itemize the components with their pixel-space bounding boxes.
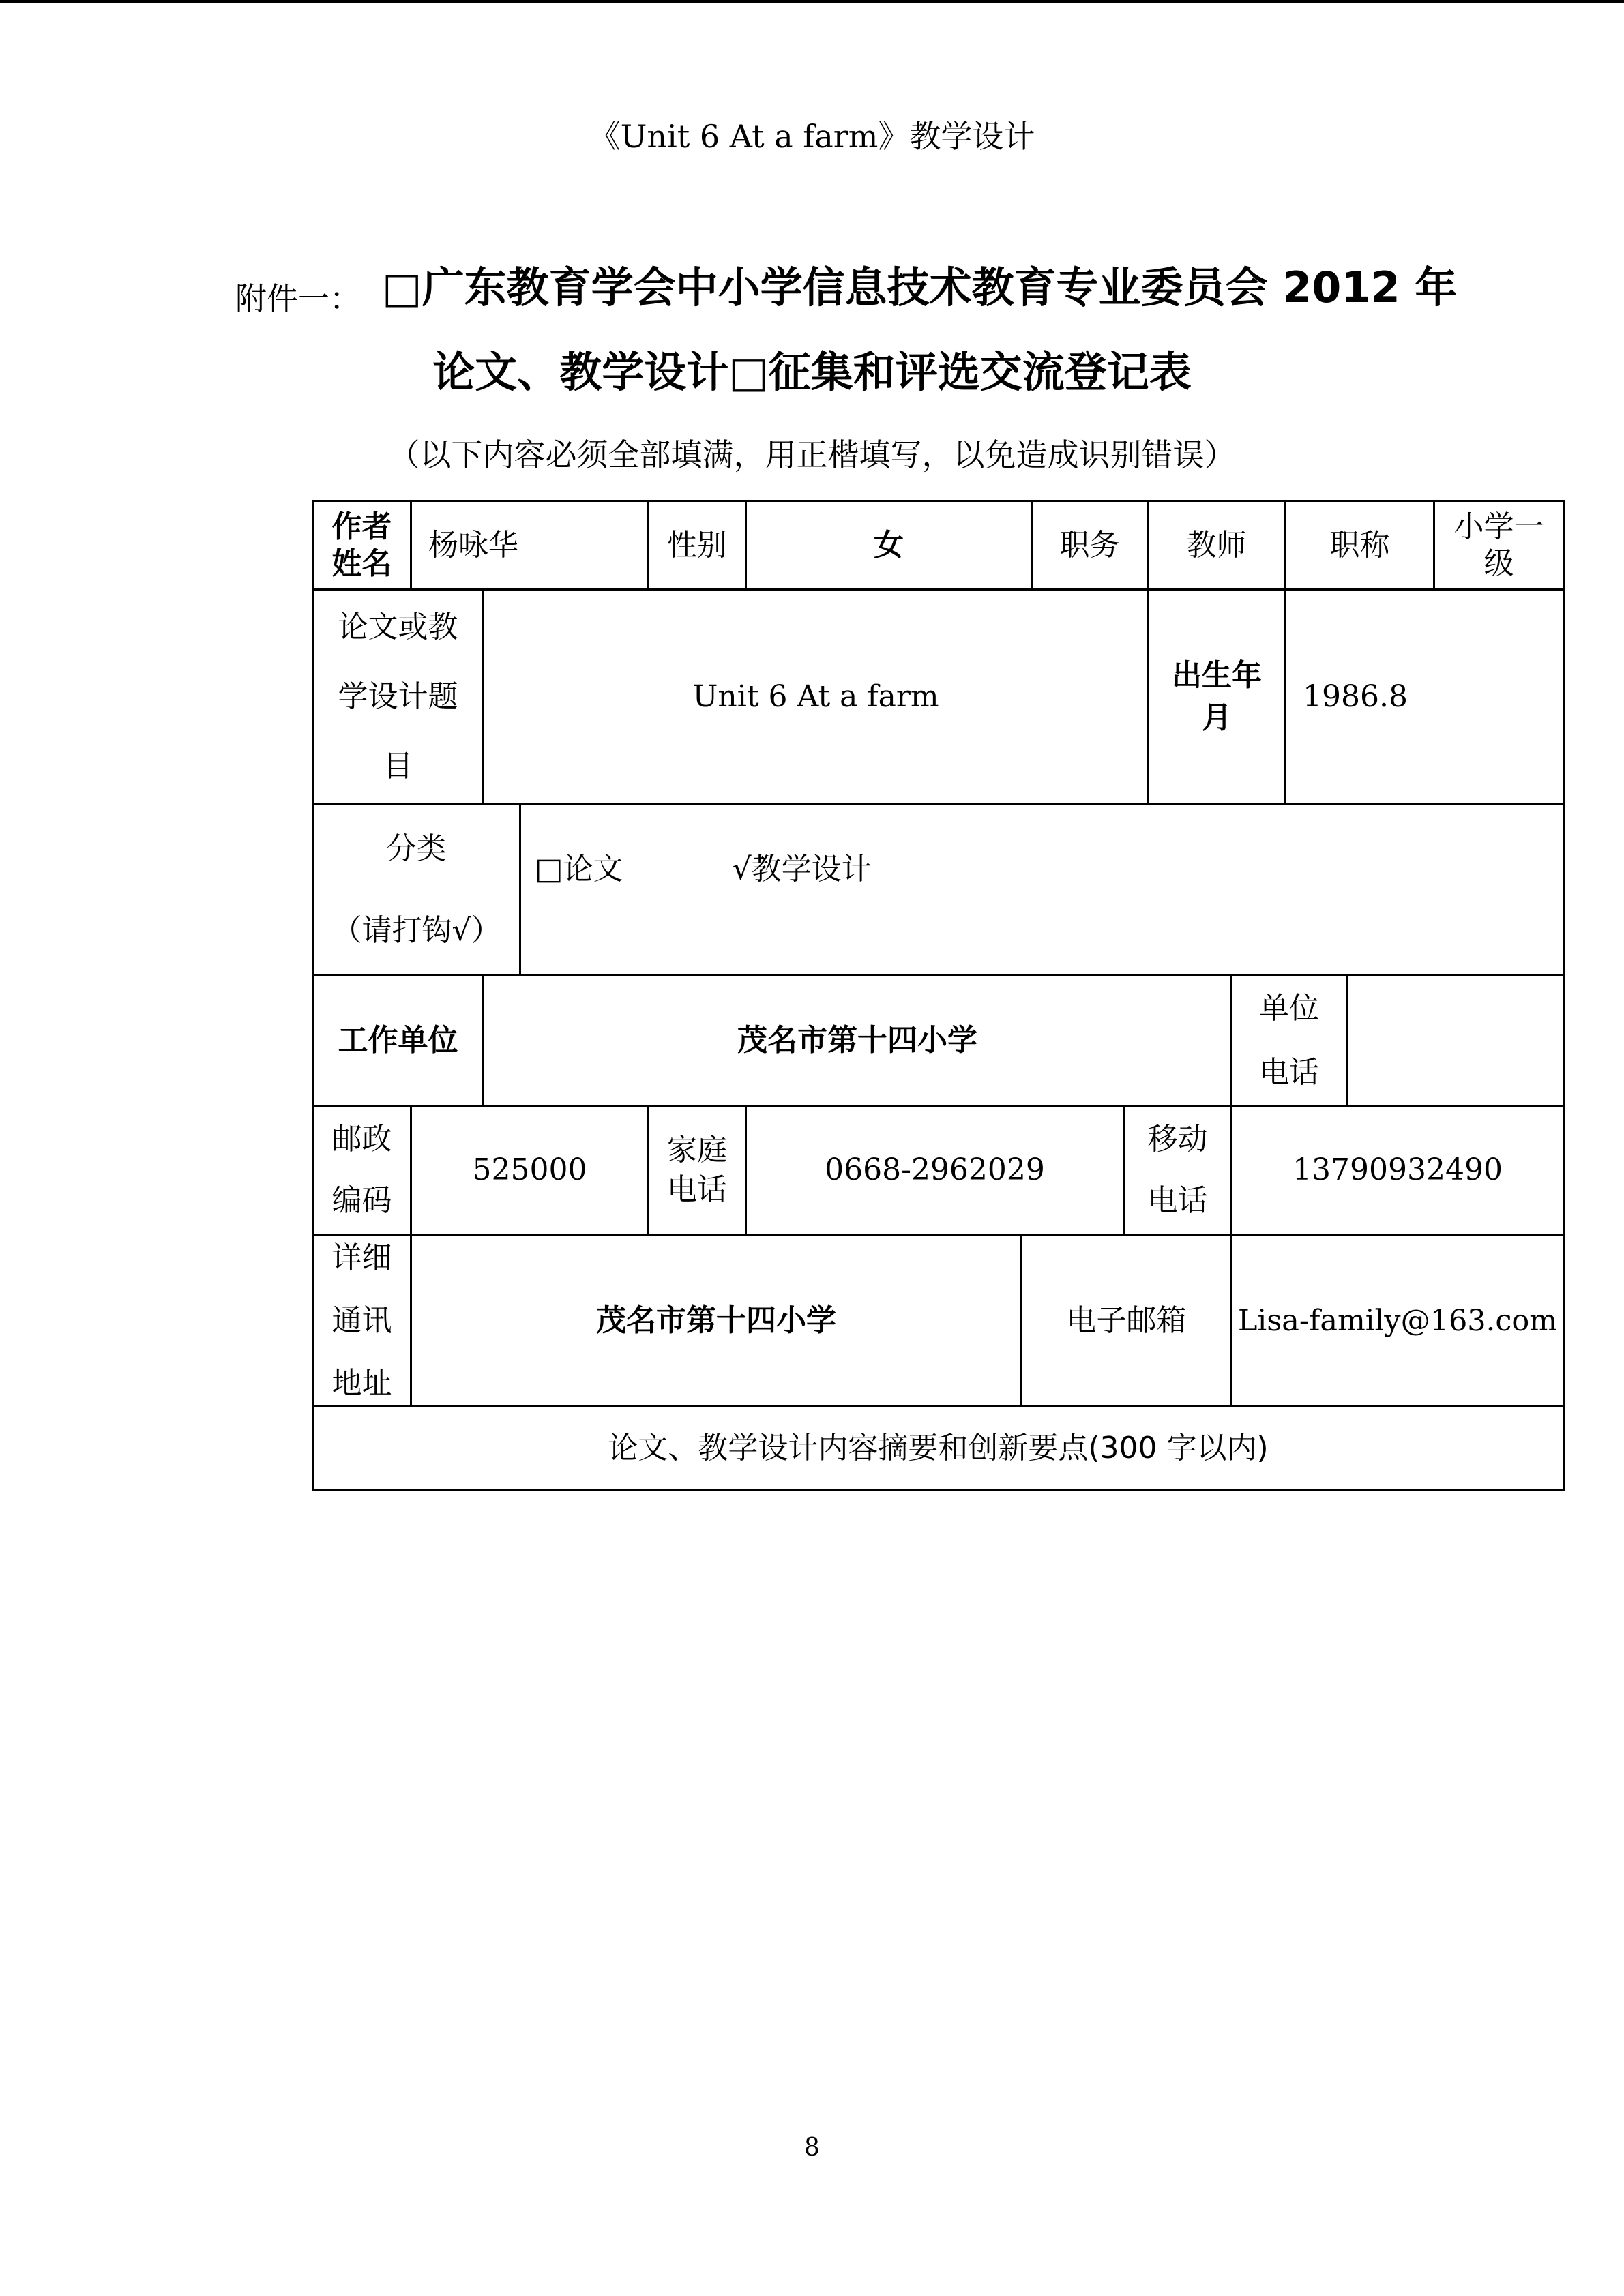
birth-date-value: 1986.8 [1303, 679, 1408, 714]
birth-date-label: 出生年 月 [1172, 657, 1262, 735]
attachment-label: 附件一： [235, 280, 361, 317]
topic-value: Unit 6 At a farm [692, 679, 939, 714]
gender-value: 女 [874, 527, 904, 563]
home-phone-label: 家庭 电话 [667, 1133, 727, 1207]
category-label: 分类 （请打钩√） [331, 831, 501, 948]
category-option-teaching-design[interactable]: √教学设计 [732, 852, 872, 886]
form-title-line2: 论文、教学设计□征集和评选交流登记表 [432, 347, 1192, 397]
unit-phone-label: 单位 电话 [1259, 991, 1319, 1090]
professional-title-value: 小学一 级 [1453, 509, 1544, 581]
author-name-label: 作者 姓名 [331, 509, 392, 581]
category-option-paper[interactable]: □论文 [535, 852, 623, 886]
email-label: 电子邮箱 [1066, 1302, 1187, 1338]
workplace-label: 工作单位 [338, 1023, 458, 1058]
position-label: 职务 [1059, 527, 1120, 563]
registration-form-table [312, 500, 1565, 1491]
mobile-phone-label: 移动 电话 [1147, 1122, 1208, 1218]
postcode-label: 邮政 编码 [331, 1122, 392, 1218]
unit-phone-value [1348, 976, 1563, 1105]
address-label: 详细 通讯 地址 [331, 1240, 392, 1401]
fill-instructions: （以下内容必须全部填满，用正楷填写，以免造成识别错误） [388, 436, 1236, 473]
gender-label: 性别 [667, 527, 727, 563]
form-title-line1: □广东教育学会中小学信息技术教育专业委员会 2012 年 [382, 263, 1458, 312]
home-phone-value: 0668-2962029 [825, 1152, 1045, 1187]
topic-label: 论文或教 学设计题 目 [338, 609, 458, 784]
email-value: Lisa-family@163.com [1237, 1303, 1558, 1338]
workplace-value: 茂名市第十四小学 [737, 1023, 977, 1058]
mobile-phone-value: 13790932490 [1293, 1152, 1503, 1187]
top-border-line [0, 0, 1624, 3]
page-number: 8 [804, 2134, 820, 2162]
author-name-value: 杨咏华 [428, 527, 518, 563]
category-options [521, 805, 1563, 934]
professional-title-label: 职称 [1329, 527, 1390, 563]
postcode-value: 525000 [472, 1152, 587, 1187]
address-value: 茂名市第十四小学 [596, 1302, 836, 1338]
position-value: 教师 [1186, 527, 1247, 563]
page-header: 《Unit 6 At a farm》教学设计 [589, 118, 1035, 155]
summary-label: 论文、教学设计内容摘要和创新要点(300 字以内) [608, 1431, 1269, 1465]
